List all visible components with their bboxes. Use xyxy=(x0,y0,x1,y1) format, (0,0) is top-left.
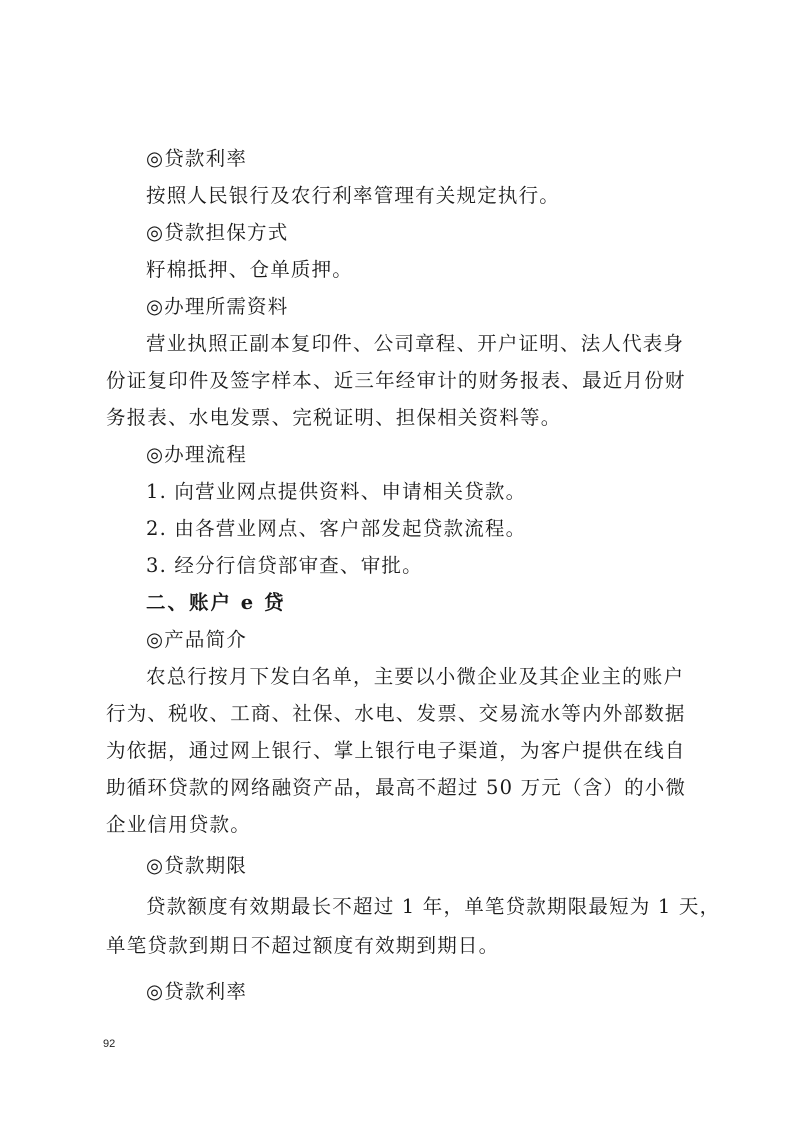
paragraph-line: 助循环贷款的网络融资产品，最高不超过 50 万元（含）的小微 xyxy=(106,776,687,799)
paragraph-line: 行为、税收、工商、社保、水电、发票、交易流水等内外部数据 xyxy=(106,702,686,725)
paragraph-line: 为依据，通过网上银行、掌上银行电子渠道，为客户提供在线自 xyxy=(106,739,686,762)
paragraph-line: 务报表、水电发票、完税证明、担保相关资料等。 xyxy=(106,406,562,429)
paragraph-line: 按照人民银行及农行利率管理有关规定执行。 xyxy=(146,184,561,207)
section-heading-loan-rate: ◎贷款利率 xyxy=(146,980,248,1003)
section-heading-required-docs: ◎办理所需资料 xyxy=(146,295,289,318)
section-heading-loan-rate: ◎贷款利率 xyxy=(146,147,248,170)
section-heading-process: ◎办理流程 xyxy=(146,443,248,466)
page-number: 92 xyxy=(103,1038,116,1050)
section-heading-loan-term: ◎贷款期限 xyxy=(146,854,248,877)
process-step: 1. 向营业网点提供资料、申请相关贷款。 xyxy=(146,480,527,503)
process-step: 2. 由各营业网点、客户部发起贷款流程。 xyxy=(146,517,527,540)
paragraph-line: 营业执照正副本复印件、公司章程、开户证明、法人代表身 xyxy=(146,332,685,355)
process-step: 3. 经分行信贷部审查、审批。 xyxy=(146,554,423,577)
paragraph-line: 企业信用贷款。 xyxy=(106,813,251,836)
section-heading-guarantee: ◎贷款担保方式 xyxy=(146,221,289,244)
paragraph-line: 单笔贷款到期日不超过额度有效期到期日。 xyxy=(106,934,500,957)
paragraph-line: 贷款额度有效期最长不超过 1 年，单笔贷款期限最短为 1 天， xyxy=(146,895,721,918)
paragraph-line: 籽棉抵押、仓单质押。 xyxy=(146,258,354,281)
chapter-heading: 二、账户 e 贷 xyxy=(146,591,286,614)
paragraph-line: 份证复印件及签字样本、近三年经审计的财务报表、最近月份财 xyxy=(106,369,686,392)
section-heading-product-intro: ◎产品简介 xyxy=(146,628,248,651)
paragraph-line: 农总行按月下发白名单，主要以小微企业及其企业主的账户 xyxy=(146,665,685,688)
